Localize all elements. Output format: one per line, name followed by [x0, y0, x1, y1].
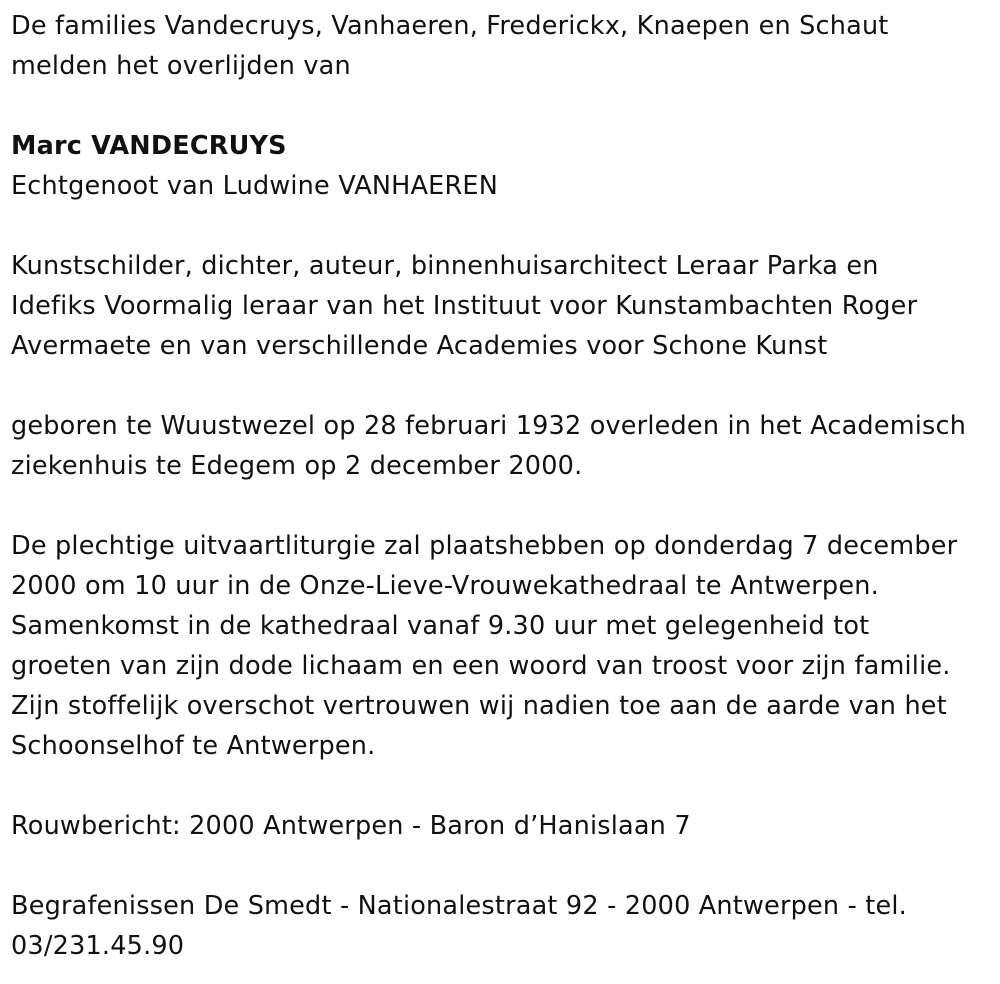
deceased-name: Marc VANDECRUYS	[11, 131, 287, 161]
funeral-line: Schoonselhof te Antwerpen.	[11, 731, 376, 761]
funeral-line: Zijn stoffelijk overschot vertrouwen wij nadien toe aan de aarde van het	[11, 691, 947, 721]
intro-line: melden het overlijden van	[11, 51, 351, 81]
birth-death-line: geboren te Wuustwezel op 28 februari 1932 overleden in het Academisch	[11, 411, 967, 441]
condolence-address: Rouwbericht: 2000 Antwerpen - Baron d’Hanislaan 7	[11, 811, 691, 841]
undertaker-phone: 03/231.45.90	[11, 931, 185, 961]
paragraph-gap	[11, 846, 990, 886]
spouse-line: Echtgenoot van Ludwine VANHAEREN	[11, 171, 498, 201]
paragraph-gap	[11, 766, 990, 806]
paragraph-gap	[11, 206, 990, 246]
intro-paragraph	[11, 6, 990, 86]
birth-death-paragraph	[11, 406, 990, 486]
funeral-line: 2000 om 10 uur in de Onze-Lieve-Vrouwekathedraal te Antwerpen.	[11, 571, 879, 601]
profession-line: Kunstschilder, dichter, auteur, binnenhuisarchitect Leraar Parka en	[11, 251, 879, 281]
undertaker-line: Begrafenissen De Smedt - Nationalestraat 92 - 2000 Antwerpen - tel.	[11, 891, 907, 921]
paragraph-gap	[11, 86, 990, 126]
deceased-block	[11, 126, 990, 206]
intro-line: De families Vandecruys, Vanhaeren, Frederickx, Knaepen en Schaut	[11, 11, 889, 41]
profession-line: Avermaete en van verschillende Academies voor Schone Kunst	[11, 331, 828, 361]
funeral-line: groeten van zijn dode lichaam en een woord van troost voor zijn familie.	[11, 651, 951, 681]
paragraph-gap	[11, 486, 990, 526]
undertaker-paragraph	[11, 886, 990, 966]
funeral-line: De plechtige uitvaartliturgie zal plaatshebben op donderdag 7 december	[11, 531, 958, 561]
funeral-line: Samenkomst in de kathedraal vanaf 9.30 uur met gelegenheid tot	[11, 611, 870, 641]
funeral-paragraph	[11, 526, 990, 766]
profession-line: Idefiks Voormalig leraar van het Instituut voor Kunstambachten Roger	[11, 291, 918, 321]
birth-death-line: ziekenhuis te Edegem op 2 december 2000.	[11, 451, 583, 481]
profession-paragraph	[11, 246, 990, 366]
paragraph-gap	[11, 366, 990, 406]
